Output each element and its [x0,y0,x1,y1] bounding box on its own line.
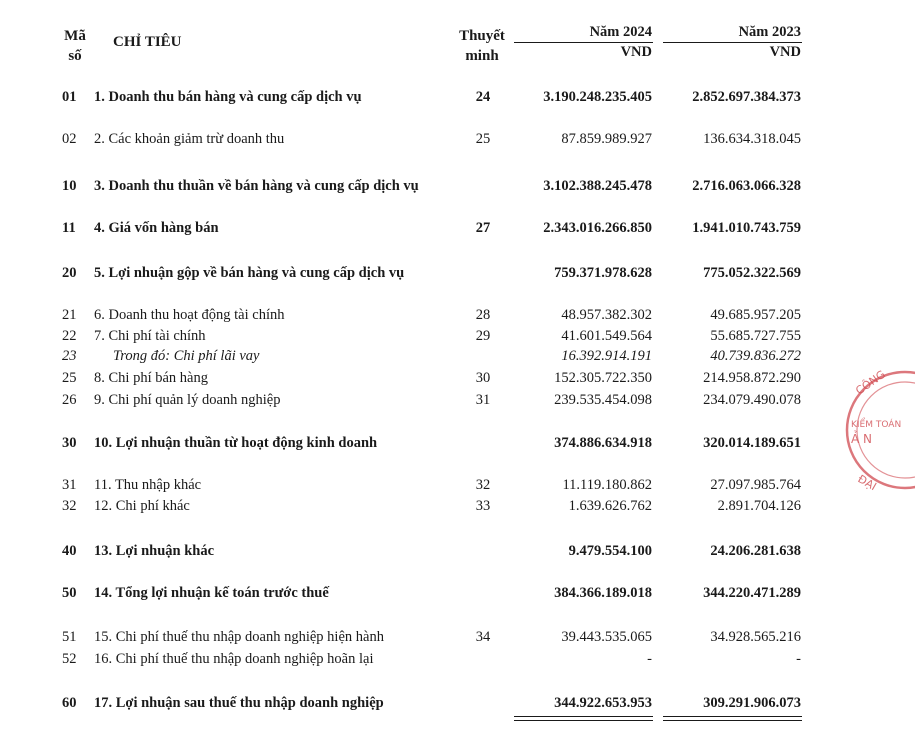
row-code: 40 [62,543,77,559]
row-note: 28 [475,307,491,323]
row-code: 01 [62,89,77,105]
row-name: 10. Lợi nhuận thuần từ hoạt động kinh doanh [94,435,378,451]
table-row [0,628,871,646]
header-rule-2023 [663,42,802,43]
header-unit-2024: VND [620,44,652,60]
header-year-2024: Năm 2024 [589,24,652,40]
row-code: 02 [62,131,77,147]
row-code: 32 [62,498,77,514]
row-value-2023: 234.079.490.078 [703,392,801,408]
row-note: 27 [475,220,491,236]
row-value-2024: 41.601.549.564 [561,328,652,344]
row-value-2024: 87.859.989.927 [561,131,652,147]
row-value-2023: 320.014.189.651 [703,435,801,451]
header-ma-so-line2: số [68,48,82,64]
header-unit-2023: VND [769,44,801,60]
row-name: 1. Doanh thu bán hàng và cung cấp dịch vụ [94,89,362,105]
row-note: 33 [475,498,491,514]
row-value-2024: 384.366.189.018 [554,585,652,601]
row-name: 13. Lợi nhuận khác [94,543,215,559]
row-code: 10 [62,178,77,194]
header-chi-tieu: CHỈ TIÊU [113,34,182,50]
row-name: 11. Thu nhập khác [94,477,202,493]
row-name: 5. Lợi nhuận gộp về bán hàng và cung cấp dịch vụ [94,265,405,281]
row-code: 60 [62,695,77,711]
table-row [0,497,871,515]
row-name: 15. Chi phí thuế thu nhập doanh nghiệp hiện hành [94,629,384,645]
row-code: 26 [62,392,77,408]
row-code: 52 [62,651,77,667]
row-code: 23 [62,348,77,364]
header-rule-2024 [514,42,653,43]
row-value-2023: 55.685.727.755 [710,328,801,344]
row-code: 50 [62,585,77,601]
row-value-2023: 214.958.872.290 [703,370,801,386]
table-row [0,694,871,712]
row-value-2023: 2.891.704.126 [717,498,801,514]
row-value-2024: 152.305.722.350 [554,370,652,386]
header-thuyet-minh-line2: minh [465,48,499,64]
row-value-2023: - [796,651,801,667]
row-value-2024: - [647,651,652,667]
row-value-2024: 2.343.016.266.850 [543,220,652,236]
svg-text:ĐẠI: ĐẠI [855,472,879,494]
table-row [0,542,871,560]
row-value-2023: 2.716.063.066.328 [692,178,801,194]
company-seal-stamp [845,355,915,505]
row-value-2023: 344.220.471.289 [703,585,801,601]
row-code: 21 [62,307,77,323]
table-row [0,130,871,148]
row-name: 2. Các khoản giảm trừ doanh thu [94,131,285,147]
row-value-2024: 1.639.626.762 [568,498,652,514]
row-value-2024: 344.922.653.953 [554,695,652,711]
row-note: 29 [475,328,491,344]
table-row [0,434,871,452]
row-note: 31 [475,392,491,408]
row-value-2024: 9.479.554.100 [568,543,652,559]
table-row [0,369,871,387]
row-value-2023: 775.052.322.569 [703,265,801,281]
svg-text:KIỂM TOÁN: KIỂM TOÁN [851,420,902,430]
row-value-2023: 136.634.318.045 [703,131,801,147]
table-row [0,650,871,668]
row-value-2024: 39.443.535.065 [561,629,652,645]
table-row [0,219,871,237]
table-row [0,264,871,282]
row-value-2024: 3.102.388.245.478 [543,178,652,194]
row-code: 20 [62,265,77,281]
row-code: 31 [62,477,77,493]
svg-text:CÔNG: CÔNG [853,367,888,398]
table-row [0,584,871,602]
row-value-2024: 48.957.382.302 [561,307,652,323]
table-row [0,177,871,195]
total-underline-2023 [663,716,802,721]
table-row [0,391,871,409]
header-thuyet-minh-line1: Thuyết [459,28,505,44]
row-name: Trong đó: Chi phí lãi vay [113,348,260,364]
row-note: 32 [475,477,491,493]
row-code: 25 [62,370,77,386]
header-year-2023: Năm 2023 [738,24,801,40]
row-code: 30 [62,435,77,451]
row-value-2023: 27.097.985.764 [710,477,801,493]
row-value-2024: 16.392.914.191 [561,348,652,364]
row-value-2023: 34.928.565.216 [710,629,801,645]
row-name: 9. Chi phí quản lý doanh nghiệp [94,392,281,408]
row-name: 8. Chi phí bán hàng [94,370,208,386]
row-name: 4. Giá vốn hàng bán [94,220,219,236]
row-value-2023: 49.685.957.205 [710,307,801,323]
row-name: 6. Doanh thu hoạt động tài chính [94,307,285,323]
svg-text:Ả N: Ả N [851,432,872,446]
row-value-2023: 40.739.836.272 [710,348,801,364]
row-name: 12. Chi phí khác [94,498,190,514]
row-name: 17. Lợi nhuận sau thuế thu nhập doanh nghiệp [94,695,384,711]
row-name: 16. Chi phí thuế thu nhập doanh nghiệp hoãn lại [94,651,374,667]
row-value-2024: 759.371.978.628 [554,265,652,281]
row-value-2024: 374.886.634.918 [554,435,652,451]
row-value-2023: 1.941.010.743.759 [692,220,801,236]
row-name: 14. Tổng lợi nhuận kế toán trước thuế [94,585,329,601]
table-row [0,327,871,345]
row-name: 3. Doanh thu thuần về bán hàng và cung cấp dịch vụ [94,178,419,194]
row-code: 11 [62,220,76,236]
table-row [0,347,871,365]
row-value-2024: 3.190.248.235.405 [543,89,652,105]
row-value-2023: 2.852.697.384.373 [692,89,801,105]
total-underline-2024 [514,716,653,721]
row-note: 30 [475,370,491,386]
table-row [0,476,871,494]
header-ma-so-line1: Mã [64,28,86,44]
table-row [0,306,871,324]
row-note: 34 [475,629,491,645]
header-ma-so [60,26,90,66]
row-value-2023: 309.291.906.073 [703,695,801,711]
row-note: 25 [475,131,491,147]
header-thuyet-minh [452,26,512,66]
row-name: 7. Chi phí tài chính [94,328,206,344]
row-code: 51 [62,629,77,645]
row-value-2024: 239.535.454.098 [554,392,652,408]
row-value-2024: 11.119.180.862 [562,477,652,493]
table-row [0,88,871,106]
row-value-2023: 24.206.281.638 [710,543,801,559]
row-note: 24 [475,89,491,105]
row-code: 22 [62,328,77,344]
